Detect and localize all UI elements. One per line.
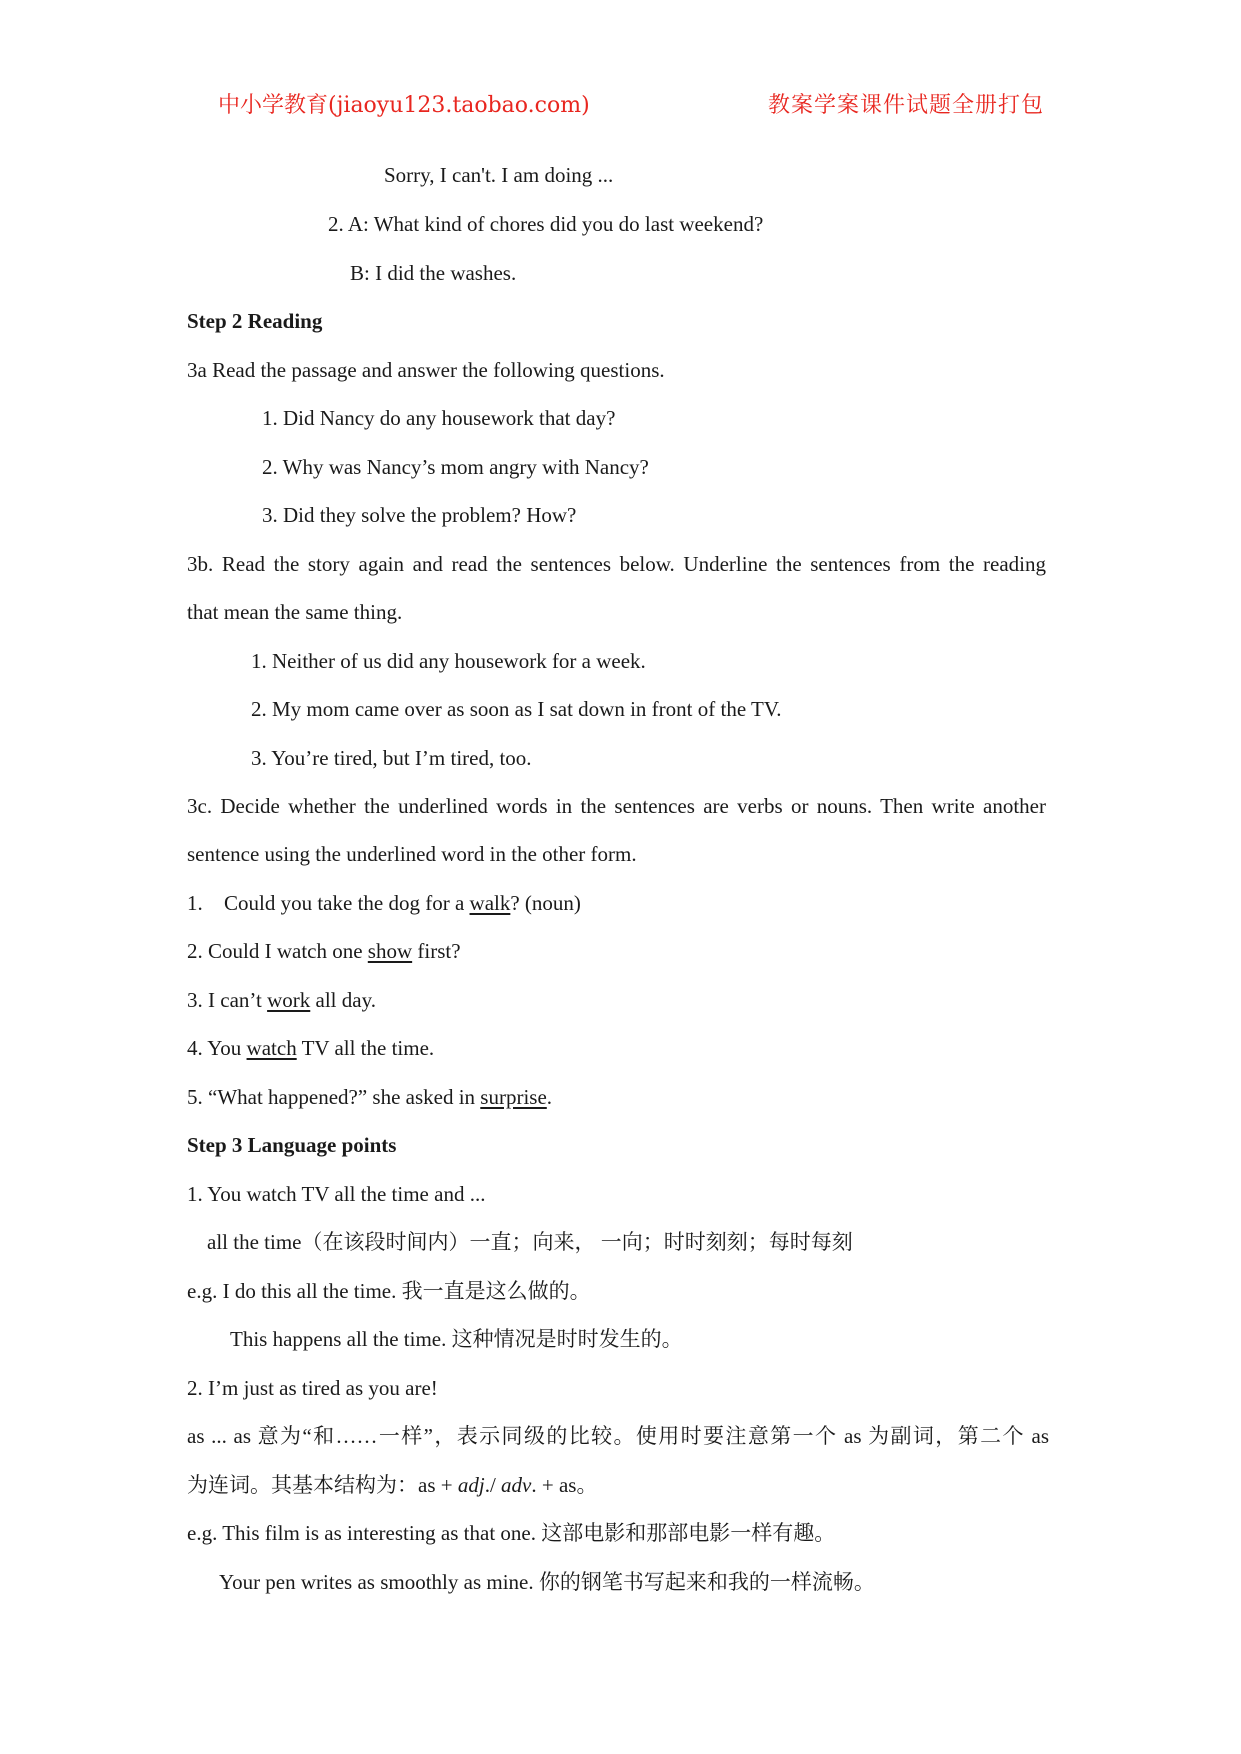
dialog-sorry-line: Sorry, I can't. I am doing ...	[384, 163, 614, 187]
language-point-1: 1. You watch TV all the time and ...	[187, 1182, 486, 1206]
language-point-1-example-1: e.g. I do this all the time. 我一直是这么做的。	[187, 1279, 591, 1303]
task-3a-question-1: 1. Did Nancy do any housework that day?	[262, 406, 616, 430]
item-text: ? (noun)	[510, 891, 581, 915]
task-3c-item-4	[187, 1035, 434, 1061]
task-3c-item-2	[187, 938, 461, 964]
language-point-2: 2. I’m just as tired as you are!	[187, 1376, 438, 1400]
language-point-2-example-1: e.g. This film is as interesting as that one. 这部电影和那部电影一样有趣。	[187, 1521, 836, 1545]
dialog-q2-a: 2. A: What kind of chores did you do last weekend?	[328, 212, 764, 236]
task-3b-instruction-line-2: that mean the same thing.	[187, 600, 403, 624]
language-point-1-definition: all the time（在该段时间内）一直；向来， 一向；时时刻刻；每时每刻	[207, 1230, 853, 1254]
task-3c-item-1	[187, 890, 581, 916]
adv-abbreviation: adv	[501, 1473, 532, 1497]
item-text: .	[546, 1085, 553, 1109]
task-3c-instruction-line-1: 3c. Decide whether the underlined words in the sentences are verbs or nouns. Then write another	[187, 794, 1046, 818]
task-3b-sentence-3: 3. You’re tired, but I’m tired, too.	[251, 746, 532, 770]
item-text: all day.	[310, 988, 376, 1012]
language-point-2-definition-line-1: as ... as 意为“和……一样”，表示同级的比较。使用时要注意第一个 as 为副词，第二个 as	[187, 1424, 1049, 1448]
task-3c-instruction-line-2: sentence using the underlined word in the other form.	[187, 842, 637, 866]
item-text: 3. I can’t	[187, 988, 268, 1012]
language-point-2-definition-line-2	[187, 1472, 597, 1498]
header-left-text: 中小学教育(jiaoyu123.taobao.com)	[218, 93, 590, 118]
task-3a-question-2: 2. Why was Nancy’s mom angry with Nancy?	[262, 455, 649, 479]
underlined-word: show	[367, 939, 413, 963]
underlined-word: surprise	[480, 1085, 547, 1109]
task-3a-question-3: 3. Did they solve the problem? How?	[262, 503, 577, 527]
task-3c-item-3	[187, 987, 376, 1013]
dialog-q2-b: B: I did the washes.	[350, 261, 517, 285]
definition-text: 为连词。其基本结构为：as +	[187, 1473, 458, 1497]
adj-abbreviation: adj	[457, 1473, 485, 1497]
step3-heading: Step 3 Language points	[187, 1133, 397, 1157]
task-3b-sentence-1: 1. Neither of us did any housework for a week.	[251, 649, 646, 673]
step2-heading: Step 2 Reading	[187, 309, 323, 333]
definition-text: ./	[484, 1473, 502, 1497]
language-point-1-example-2: This happens all the time. 这种情况是时时发生的。	[230, 1327, 683, 1351]
item-text: Could you take the dog for a	[224, 891, 470, 915]
task-3b-sentence-2: 2. My mom came over as soon as I sat down in front of the TV.	[251, 697, 782, 721]
item-text: 5. “What happened?” she asked in	[187, 1085, 481, 1109]
item-text: 4. You	[187, 1036, 247, 1060]
task-3c-item-5	[187, 1084, 552, 1110]
item-text: 2. Could I watch one	[187, 939, 368, 963]
language-point-2-example-2: Your pen writes as smoothly as mine. 你的钢笔书写起来和我的一样流畅。	[219, 1570, 875, 1594]
task-3a-instruction: 3a Read the passage and answer the following questions.	[187, 358, 665, 382]
underlined-word: work	[267, 988, 311, 1012]
task-3b-instruction-line-1: 3b. Read the story again and read the sentences below. Underline the sentences from the reading	[187, 552, 1046, 576]
page-header	[0, 88, 1241, 118]
definition-text: . + as。	[531, 1473, 598, 1497]
item-number: 1.	[187, 891, 203, 915]
underlined-word: watch	[246, 1036, 297, 1060]
item-text: first?	[412, 939, 461, 963]
item-text: TV all the time.	[296, 1036, 435, 1060]
underlined-word: walk	[469, 891, 511, 915]
header-right-text: 教案学案课件试题全册打包	[768, 93, 1045, 118]
